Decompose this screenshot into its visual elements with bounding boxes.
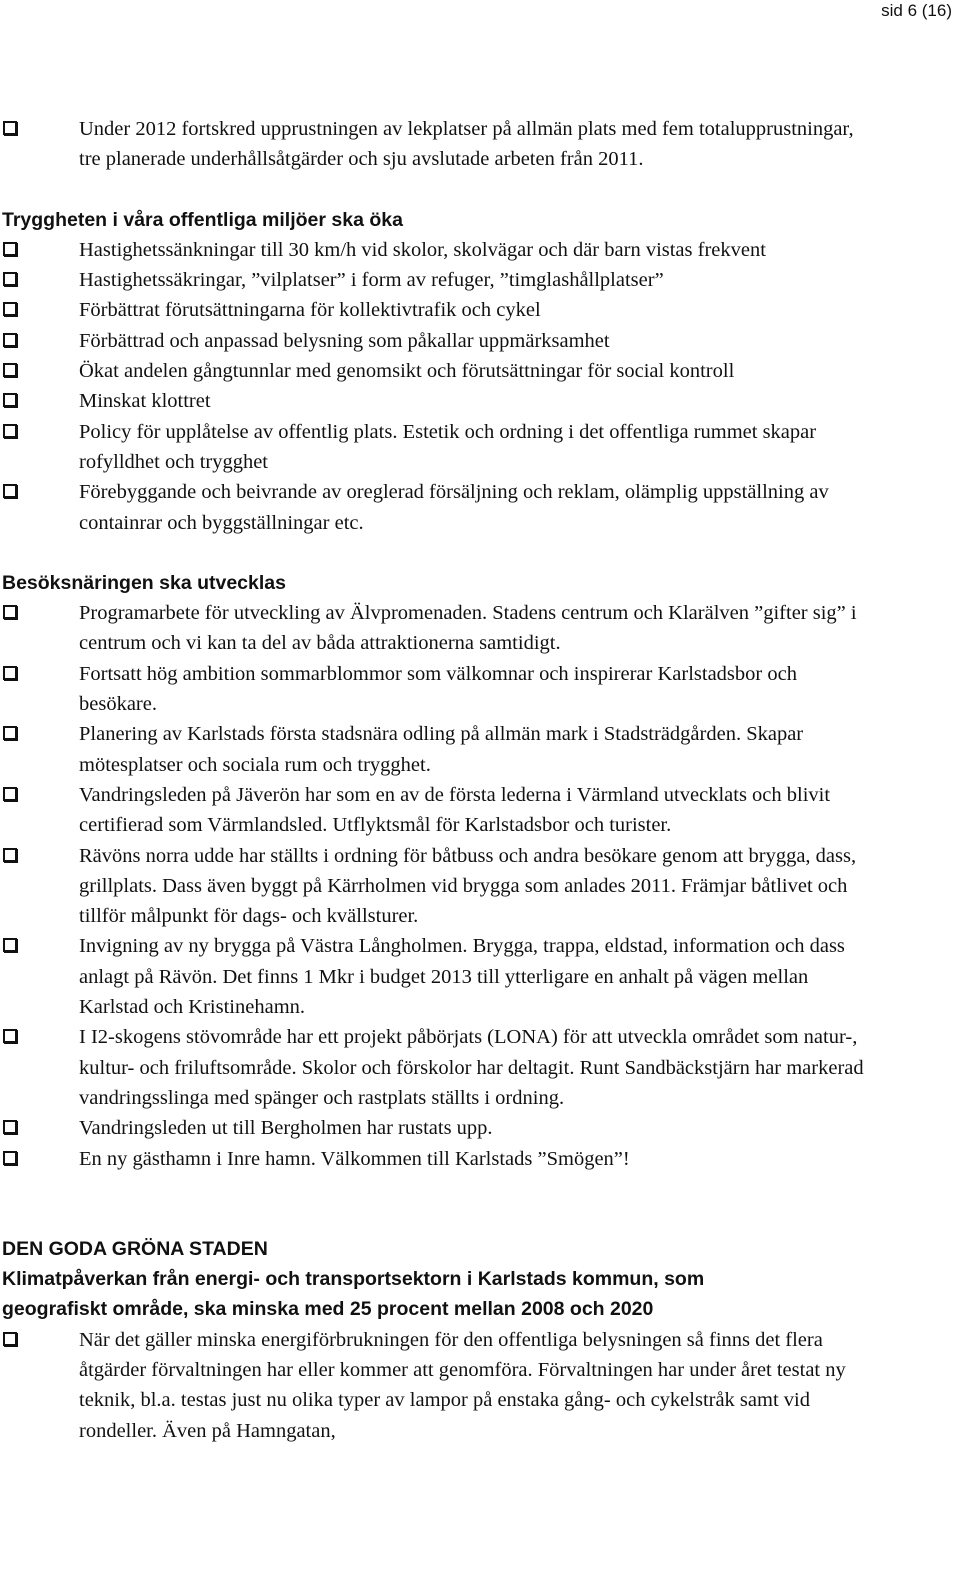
checkbox-bullet-icon	[3, 726, 17, 740]
list-item-text: Planering av Karlstads första stadsnära odling på allmän mark i Stadsträdgården. Skapar mötesplatser och sociala rum och trygghet.	[79, 723, 804, 776]
list-item	[0, 931, 879, 1022]
checkbox-bullet-icon	[3, 393, 17, 407]
list-item-text: Fortsatt hög ambition sommarblommor som välkomnar och inspirerar Karlstadsbor och besökare.	[79, 662, 797, 716]
list-item	[0, 659, 879, 720]
list-item-text: Under 2012 fortskred upprustningen av lekplatser på allmän plats med fem totalupprustningar, tre planerade underhållsåtgärder och sju avslutade arbeten från 2011.	[79, 118, 854, 171]
list-item	[0, 295, 879, 325]
list-item-text: Vandringsleden ut till Bergholmen har rustats upp.	[79, 1117, 493, 1140]
list-item	[0, 417, 879, 478]
checkbox-bullet-icon	[3, 272, 17, 286]
list-item	[0, 356, 879, 386]
checkbox-bullet-icon	[3, 1332, 17, 1346]
safety-section	[0, 205, 960, 538]
checkbox-bullet-icon	[3, 302, 17, 316]
green-city-section	[0, 1234, 960, 1446]
list-item	[0, 719, 879, 780]
section-subheading: Klimatpåverkan från energi- och transportsektorn i Karlstads kommun, som geografiskt område, ska minska med 25 procent mellan 2008 och 2020	[2, 1268, 705, 1321]
checkbox-bullet-icon	[3, 333, 17, 347]
checkbox-bullet-icon	[3, 605, 17, 619]
list-item-text: Rävöns norra udde har ställts i ordning för båtbuss och andra besökare genom att brygga, dass, grillplats. Dass även byggt på Kärrholmen vid brygga som anlades 2011. Främjar båtlivet och tillför målpunkt för dags- och kvällsturer.	[79, 844, 857, 928]
list-item-text: Hastighetssänkningar till 30 km/h vid skolor, skolvägar och där barn vistas frekvent	[79, 238, 766, 261]
checkbox-bullet-icon	[3, 121, 17, 135]
list-item-text: I I2-skogens stövområde har ett projekt påbörjats (LONA) för att utveckla området som natur-, kultur- och friluftsområde. Skolor och förskolor har deltagit. Runt Sandbäckstjärn har markerad vandringsslinga med spänger och rastplats ställts i ordning.	[79, 1026, 864, 1109]
document-body	[0, 114, 960, 1446]
list-item	[0, 841, 879, 932]
list-item	[0, 1325, 879, 1446]
list-item	[0, 1144, 879, 1174]
list-item	[0, 1113, 879, 1143]
checkbox-bullet-icon	[3, 938, 17, 952]
checkbox-bullet-icon	[3, 424, 17, 438]
checkbox-bullet-icon	[3, 848, 17, 862]
list-item-text: Programarbete för utveckling av Älvpromenaden. Stadens centrum och Klarälven ”gifter sig” i centrum och vi kan ta del av båda attraktionerna samtidigt.	[79, 602, 857, 655]
checkbox-bullet-icon	[3, 1120, 17, 1134]
list-item-text: Ökat andelen gångtunnlar med genomsikt och förutsättningar för social kontroll	[79, 360, 735, 383]
list-item-text: Policy för upplåtelse av offentlig plats. Estetik och ordning i det offentliga rummet skapar rofylldhet och trygghet	[79, 420, 817, 473]
page-number: sid 6 (16)	[881, 1, 952, 20]
intro-list	[0, 114, 960, 175]
list-item-text: Minskat klottret	[79, 390, 211, 413]
list-item	[0, 235, 879, 265]
list-item-text: När det gäller minska energiförbrukningen för den offentliga belysningen så finns det flera åtgärder förvaltningen har eller kommer att genomföra. Förvaltningen har under året testat ny teknik, bl.a. testas just nu olika typer av lampor på enstaka gång- och cykelstråk samt vid rondeller. Även på Hamngatan,	[79, 1328, 846, 1442]
list-item	[0, 114, 879, 175]
checkbox-bullet-icon	[3, 1151, 17, 1165]
list-item-text: Förbättrat förutsättningarna för kollektivtrafik och cykel	[79, 299, 541, 322]
checkbox-bullet-icon	[3, 242, 17, 256]
checkbox-bullet-icon	[3, 363, 17, 377]
checkbox-bullet-icon	[3, 666, 17, 680]
section-heading: Tryggheten i våra offentliga miljöer ska öka	[2, 208, 403, 231]
list-item	[0, 265, 879, 295]
list-item	[0, 477, 879, 538]
tourism-section	[0, 568, 960, 1174]
section-heading: Besöksnäringen ska utvecklas	[2, 571, 286, 594]
section-heading: DEN GODA GRÖNA STADEN	[2, 1237, 268, 1260]
list-item-text: Förbättrad och anpassad belysning som påkallar uppmärksamhet	[79, 329, 610, 352]
list-item	[0, 780, 879, 841]
checkbox-bullet-icon	[3, 787, 17, 801]
list-item-text: Vandringsleden på Jäverön har som en av de första lederna i Värmland utvecklats och blivit certifierad som Värmlandsled. Utflyktsmål för Karlstadsbor och turister.	[79, 783, 831, 837]
checkbox-bullet-icon	[3, 1029, 17, 1043]
list-item	[0, 598, 879, 659]
list-item-text: Hastighetssäkringar, ”vilplatser” i form av refuger, ”timglashållplatser”	[79, 269, 664, 292]
list-item	[0, 386, 879, 416]
list-item-text: En ny gästhamn i Inre hamn. Välkommen till Karlstads ”Smögen”!	[79, 1147, 630, 1170]
list-item	[0, 1022, 879, 1113]
checkbox-bullet-icon	[3, 484, 17, 498]
list-item-text: Förebyggande och beivrande av oreglerad försäljning och reklam, olämplig uppställning av containrar och byggställningar etc.	[79, 481, 829, 534]
list-item-text: Invigning av ny brygga på Västra Långholmen. Brygga, trappa, eldstad, information och dass anlagt på Rävön. Det finns 1 Mkr i budget 2013 till ytterligare en anhalt på vägen mellan Karlstad och Kristinehamn.	[79, 935, 845, 1019]
list-item	[0, 326, 879, 356]
